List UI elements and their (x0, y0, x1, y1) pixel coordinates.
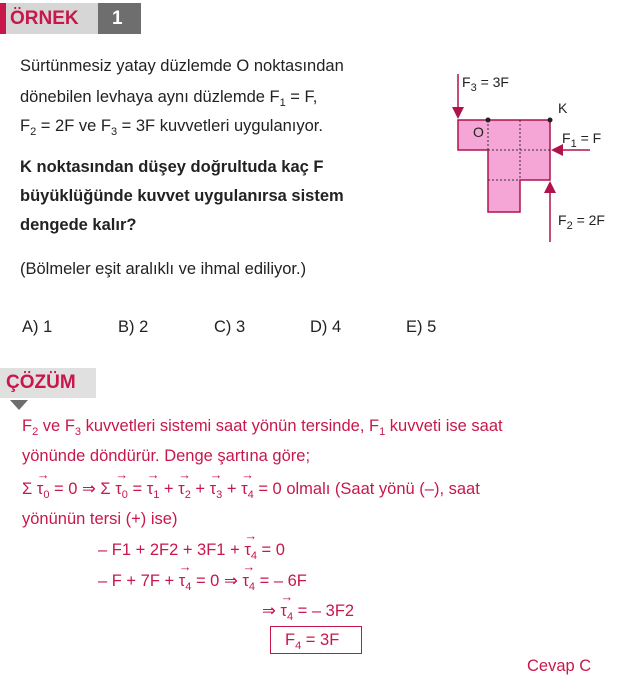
question-note: (Bölmeler eşit aralıklı ve ihmal ediliyor.) (20, 260, 307, 278)
solution-pointer-icon (10, 400, 28, 410)
equation-2: – F + 7F + → $\tau_4 = 0$ ⇒ → $\tau_4$ = – 6F (98, 571, 307, 591)
final-answer-box: $F_4 = 3F$ (270, 626, 362, 654)
question-bold-3: dengede kalır? (20, 216, 137, 234)
equation-3: ⇒ → $\tau_4$ = – 3F2 (262, 601, 354, 621)
question-line-3: $F_2 = 2F$ ve $F_3 = 3F$ kuvvetleri uygulanıyor. (20, 117, 323, 138)
f1-label: $F_1 = F$ (562, 130, 602, 150)
o-label: O (473, 124, 484, 140)
force-figure (440, 62, 630, 252)
question-bold-2: büyüklüğünde kuvvet uygulanırsa sistem (20, 187, 344, 205)
option-a[interactable]: A) 1 (22, 318, 53, 336)
solution-line-3: $\Sigma \to \tau_0 = 0$ ⇒ $\Sigma \to \tau_0$ = → $\tau_1$ + → $\tau_2$ + → $\tau_3$ + → $\tau_4 = 0$ olmalı (Saat yönü (–), saat (22, 479, 480, 499)
answer-label: Cevap C (527, 657, 592, 675)
solution-header: ÇÖZÜM (6, 372, 76, 393)
solution-line-1: $F_2$ ve $F_3$ kuvvetleri sistemi saat yönün tersinde, $F_1$ kuvveti ise saat (22, 417, 503, 438)
question-bold-1: K noktasından düşey doğrultuda kaç F (20, 158, 324, 176)
example-header (0, 3, 141, 34)
f2-label: $F_2 = 2F$ (558, 212, 605, 232)
plate-shape (458, 120, 550, 212)
option-b[interactable]: B) 2 (118, 318, 149, 336)
k-label: K (558, 100, 568, 116)
solution-line-4: yönünün tersi (+) ise) (22, 510, 178, 528)
solution-line-2: yönünde döndürür. Denge şartına göre; (22, 447, 311, 465)
example-label: ÖRNEK (10, 8, 79, 29)
option-c[interactable]: C) 3 (214, 318, 246, 336)
example-number: 1 (112, 8, 123, 29)
question-line-2: dönebilen levhaya aynı düzlemde $F_1 = F$, (20, 88, 318, 109)
option-e[interactable]: E) 5 (406, 318, 437, 336)
point-o (486, 118, 491, 123)
option-d[interactable]: D) 4 (310, 318, 342, 336)
question-line-1: Sürtünmesiz yatay düzlemde O noktasından (20, 57, 344, 75)
equation-1: – F1 + 2F2 + 3F1 + → $\tau_4 = 0$ (98, 540, 285, 560)
f3-label: $F_3 = 3F$ (462, 74, 509, 94)
point-k (548, 118, 553, 123)
